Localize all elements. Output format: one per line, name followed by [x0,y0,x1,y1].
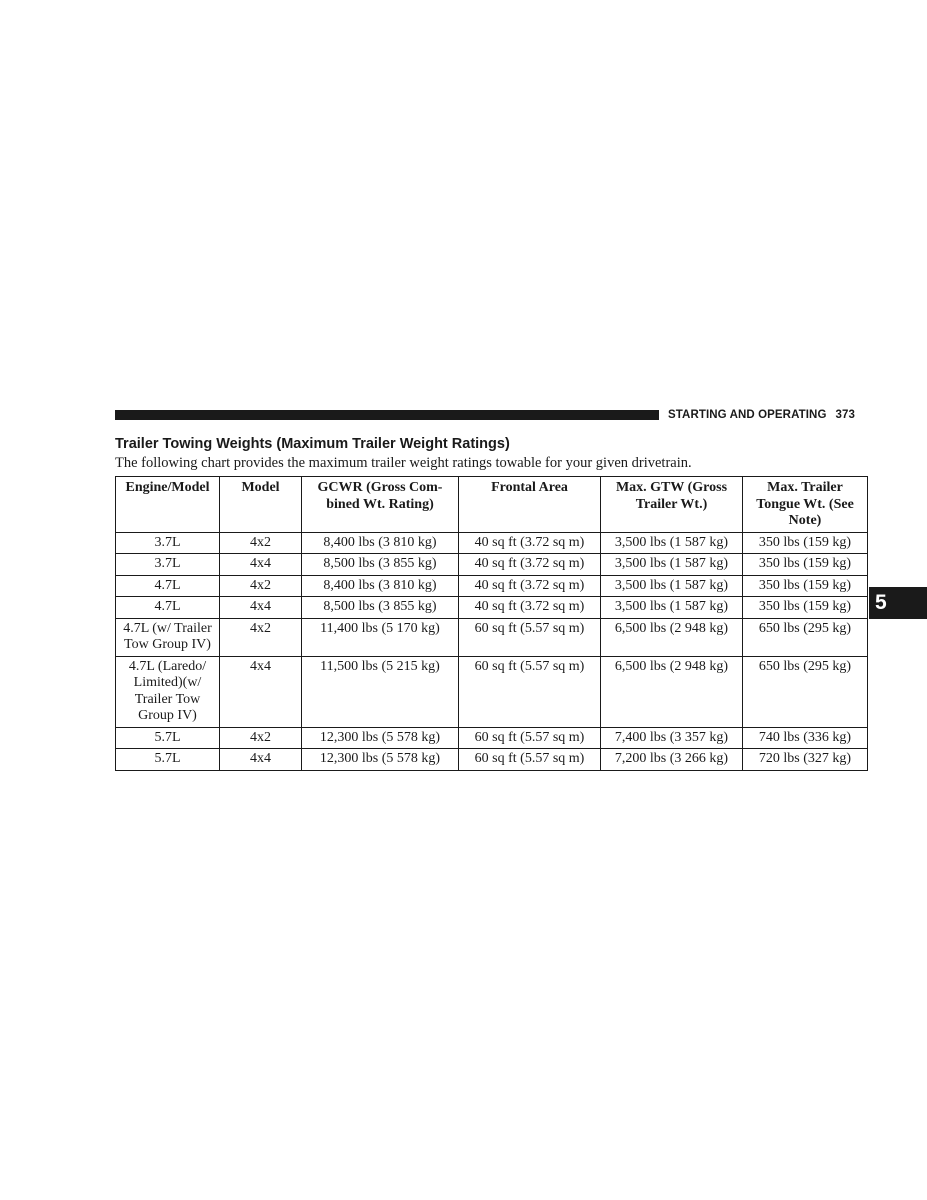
cell-engine: 3.7L [116,554,220,576]
column-header-frontal-area: Frontal Area [459,477,601,533]
cell-max-gtw: 6,500 lbs (2 948 kg) [601,656,743,727]
cell-frontal-area: 40 sq ft (3.72 sq m) [459,532,601,554]
intro-paragraph: The following chart provides the maximum trailer weight ratings towable for your given drivetrain. [115,455,692,471]
cell-engine: 3.7L [116,532,220,554]
cell-gcwr: 11,400 lbs (5 170 kg) [302,618,459,656]
cell-max-gtw: 3,500 lbs (1 587 kg) [601,597,743,619]
table-row [116,749,868,771]
table-header-row [116,477,868,533]
cell-tongue-weight: 740 lbs (336 kg) [743,727,868,749]
cell-tongue-weight: 350 lbs (159 kg) [743,597,868,619]
cell-gcwr: 8,500 lbs (3 855 kg) [302,554,459,576]
cell-tongue-weight: 350 lbs (159 kg) [743,575,868,597]
cell-model: 4x4 [220,597,302,619]
cell-tongue-weight: 650 lbs (295 kg) [743,656,868,727]
column-header-engine-model: Engine/Model [116,477,220,533]
cell-engine: 4.7L [116,575,220,597]
cell-gcwr: 12,300 lbs (5 578 kg) [302,727,459,749]
cell-model: 4x2 [220,618,302,656]
table-row [116,532,868,554]
cell-frontal-area: 40 sq ft (3.72 sq m) [459,597,601,619]
cell-frontal-area: 60 sq ft (5.57 sq m) [459,656,601,727]
table-row [116,575,868,597]
column-header-max-gtw: Max. GTW (Gross Trailer Wt.) [601,477,743,533]
cell-max-gtw: 3,500 lbs (1 587 kg) [601,575,743,597]
cell-engine: 4.7L (Laredo/ Limited)(w/ Trailer Tow Group IV) [116,656,220,727]
cell-tongue-weight: 350 lbs (159 kg) [743,532,868,554]
chapter-tab: 5 [869,587,927,619]
cell-model: 4x2 [220,727,302,749]
page-number: 373 [835,409,856,421]
cell-frontal-area: 60 sq ft (5.57 sq m) [459,749,601,771]
cell-tongue-weight: 350 lbs (159 kg) [743,554,868,576]
cell-model: 4x4 [220,749,302,771]
cell-gcwr: 12,300 lbs (5 578 kg) [302,749,459,771]
cell-gcwr: 8,400 lbs (3 810 kg) [302,532,459,554]
running-head [668,409,855,421]
column-header-gcwr: GCWR (Gross Com-bined Wt. Rating) [302,477,459,533]
cell-frontal-area: 60 sq ft (5.57 sq m) [459,727,601,749]
cell-engine: 4.7L [116,597,220,619]
cell-model: 4x4 [220,554,302,576]
table-row [116,597,868,619]
cell-frontal-area: 40 sq ft (3.72 sq m) [459,554,601,576]
cell-gcwr: 8,500 lbs (3 855 kg) [302,597,459,619]
cell-max-gtw: 3,500 lbs (1 587 kg) [601,532,743,554]
section-name: STARTING AND OPERATING [668,409,827,421]
cell-gcwr: 11,500 lbs (5 215 kg) [302,656,459,727]
cell-max-gtw: 7,400 lbs (3 357 kg) [601,727,743,749]
cell-tongue-weight: 650 lbs (295 kg) [743,618,868,656]
cell-model: 4x2 [220,575,302,597]
column-header-tongue-weight: Max. Trailer Tongue Wt. (See Note) [743,477,868,533]
cell-frontal-area: 40 sq ft (3.72 sq m) [459,575,601,597]
cell-engine: 5.7L [116,749,220,771]
cell-tongue-weight: 720 lbs (327 kg) [743,749,868,771]
cell-frontal-area: 60 sq ft (5.57 sq m) [459,618,601,656]
towing-weights-table [115,476,868,771]
cell-max-gtw: 6,500 lbs (2 948 kg) [601,618,743,656]
cell-max-gtw: 3,500 lbs (1 587 kg) [601,554,743,576]
cell-engine: 4.7L (w/ Trailer Tow Group IV) [116,618,220,656]
cell-model: 4x2 [220,532,302,554]
table-row [116,656,868,727]
table-row [116,618,868,656]
cell-model: 4x4 [220,656,302,727]
column-header-model: Model [220,477,302,533]
cell-engine: 5.7L [116,727,220,749]
cell-gcwr: 8,400 lbs (3 810 kg) [302,575,459,597]
table-row [116,554,868,576]
cell-max-gtw: 7,200 lbs (3 266 kg) [601,749,743,771]
header-rule [115,410,659,420]
section-title: Trailer Towing Weights (Maximum Trailer Weight Ratings) [115,436,510,452]
table-row [116,727,868,749]
